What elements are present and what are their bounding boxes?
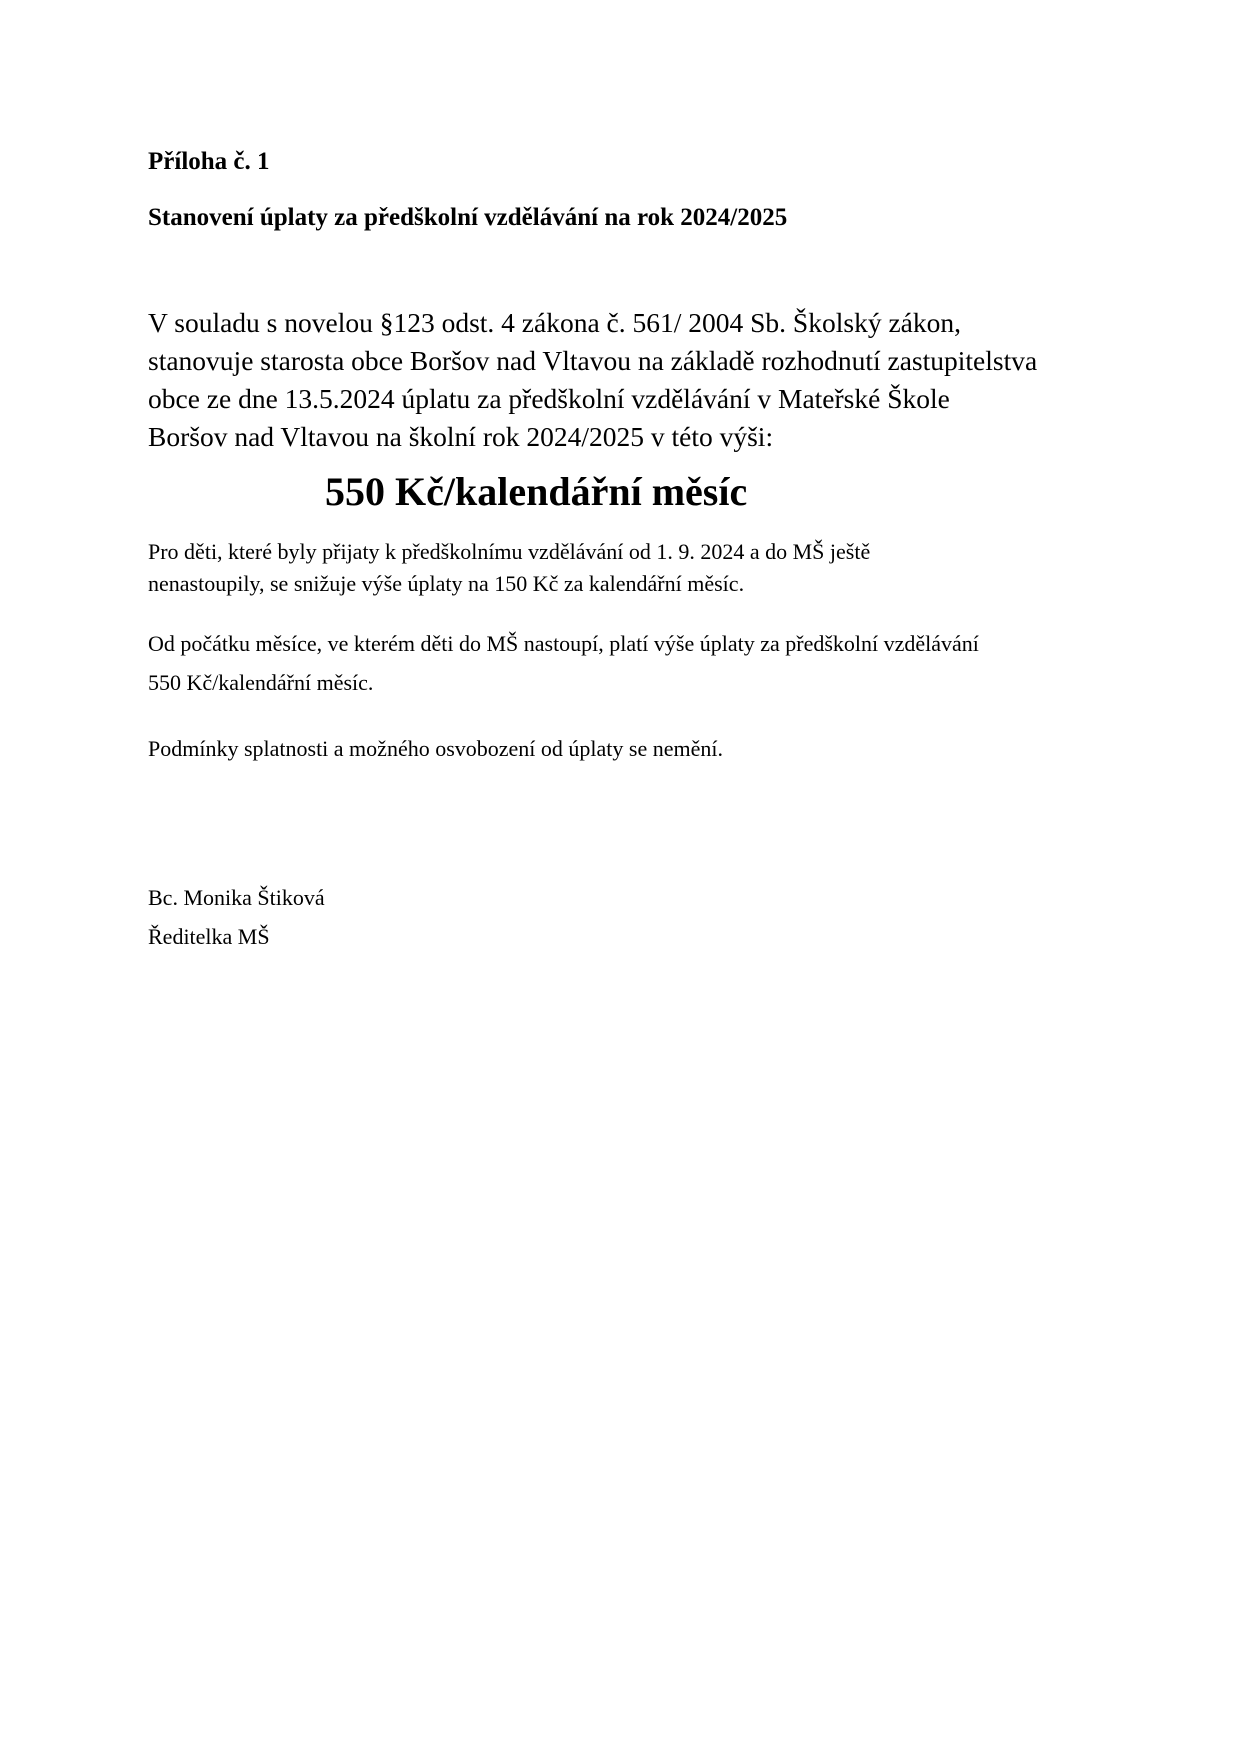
signatory-role: Ředitelka MŠ: [148, 924, 270, 949]
intro-paragraph: [148, 304, 1108, 456]
intro-line: stanovuje starosta obce Boršov nad Vltavou na základě rozhodnutí zastupitelstva: [148, 345, 1038, 376]
start-line: Od počátku měsíce, ve kterém děti do MŠ nastoupí, platí výše úplaty za předškolní vzdělávání: [148, 631, 979, 656]
intro-line: obce ze dne 13.5.2024 úplatu za předškolní vzdělávání v Mateřské Škole: [148, 383, 950, 414]
start-paragraph: [148, 624, 979, 702]
intro-line: Boršov nad Vltavou na školní rok 2024/2025 v této výši:: [148, 421, 774, 452]
reduction-line: nenastoupily, se snižuje výše úplaty na 150 Kč za kalendářní měsíc.: [148, 571, 745, 596]
fee-amount: 550 Kč/kalendářní měsíc: [325, 469, 748, 514]
intro-line: V souladu s novelou §123 odst. 4 zákona č. 561/ 2004 Sb. Školský zákon,: [148, 307, 961, 338]
reduction-paragraph: [148, 536, 870, 600]
conditions-paragraph: Podmínky splatnosti a možného osvobození od úplaty se nemění.: [148, 736, 723, 761]
signatory-name: Bc. Monika Štiková: [148, 885, 325, 910]
signature-block: [148, 878, 325, 956]
document-title: Stanovení úplaty za předškolní vzdělávání na rok 2024/2025: [148, 204, 788, 231]
reduction-line: Pro děti, které byly přijaty k předškolnímu vzdělávání od 1. 9. 2024 a do MŠ ještě: [148, 539, 871, 564]
annex-label: Příloha č. 1: [148, 148, 270, 175]
start-line: 550 Kč/kalendářní měsíc.: [148, 670, 374, 695]
